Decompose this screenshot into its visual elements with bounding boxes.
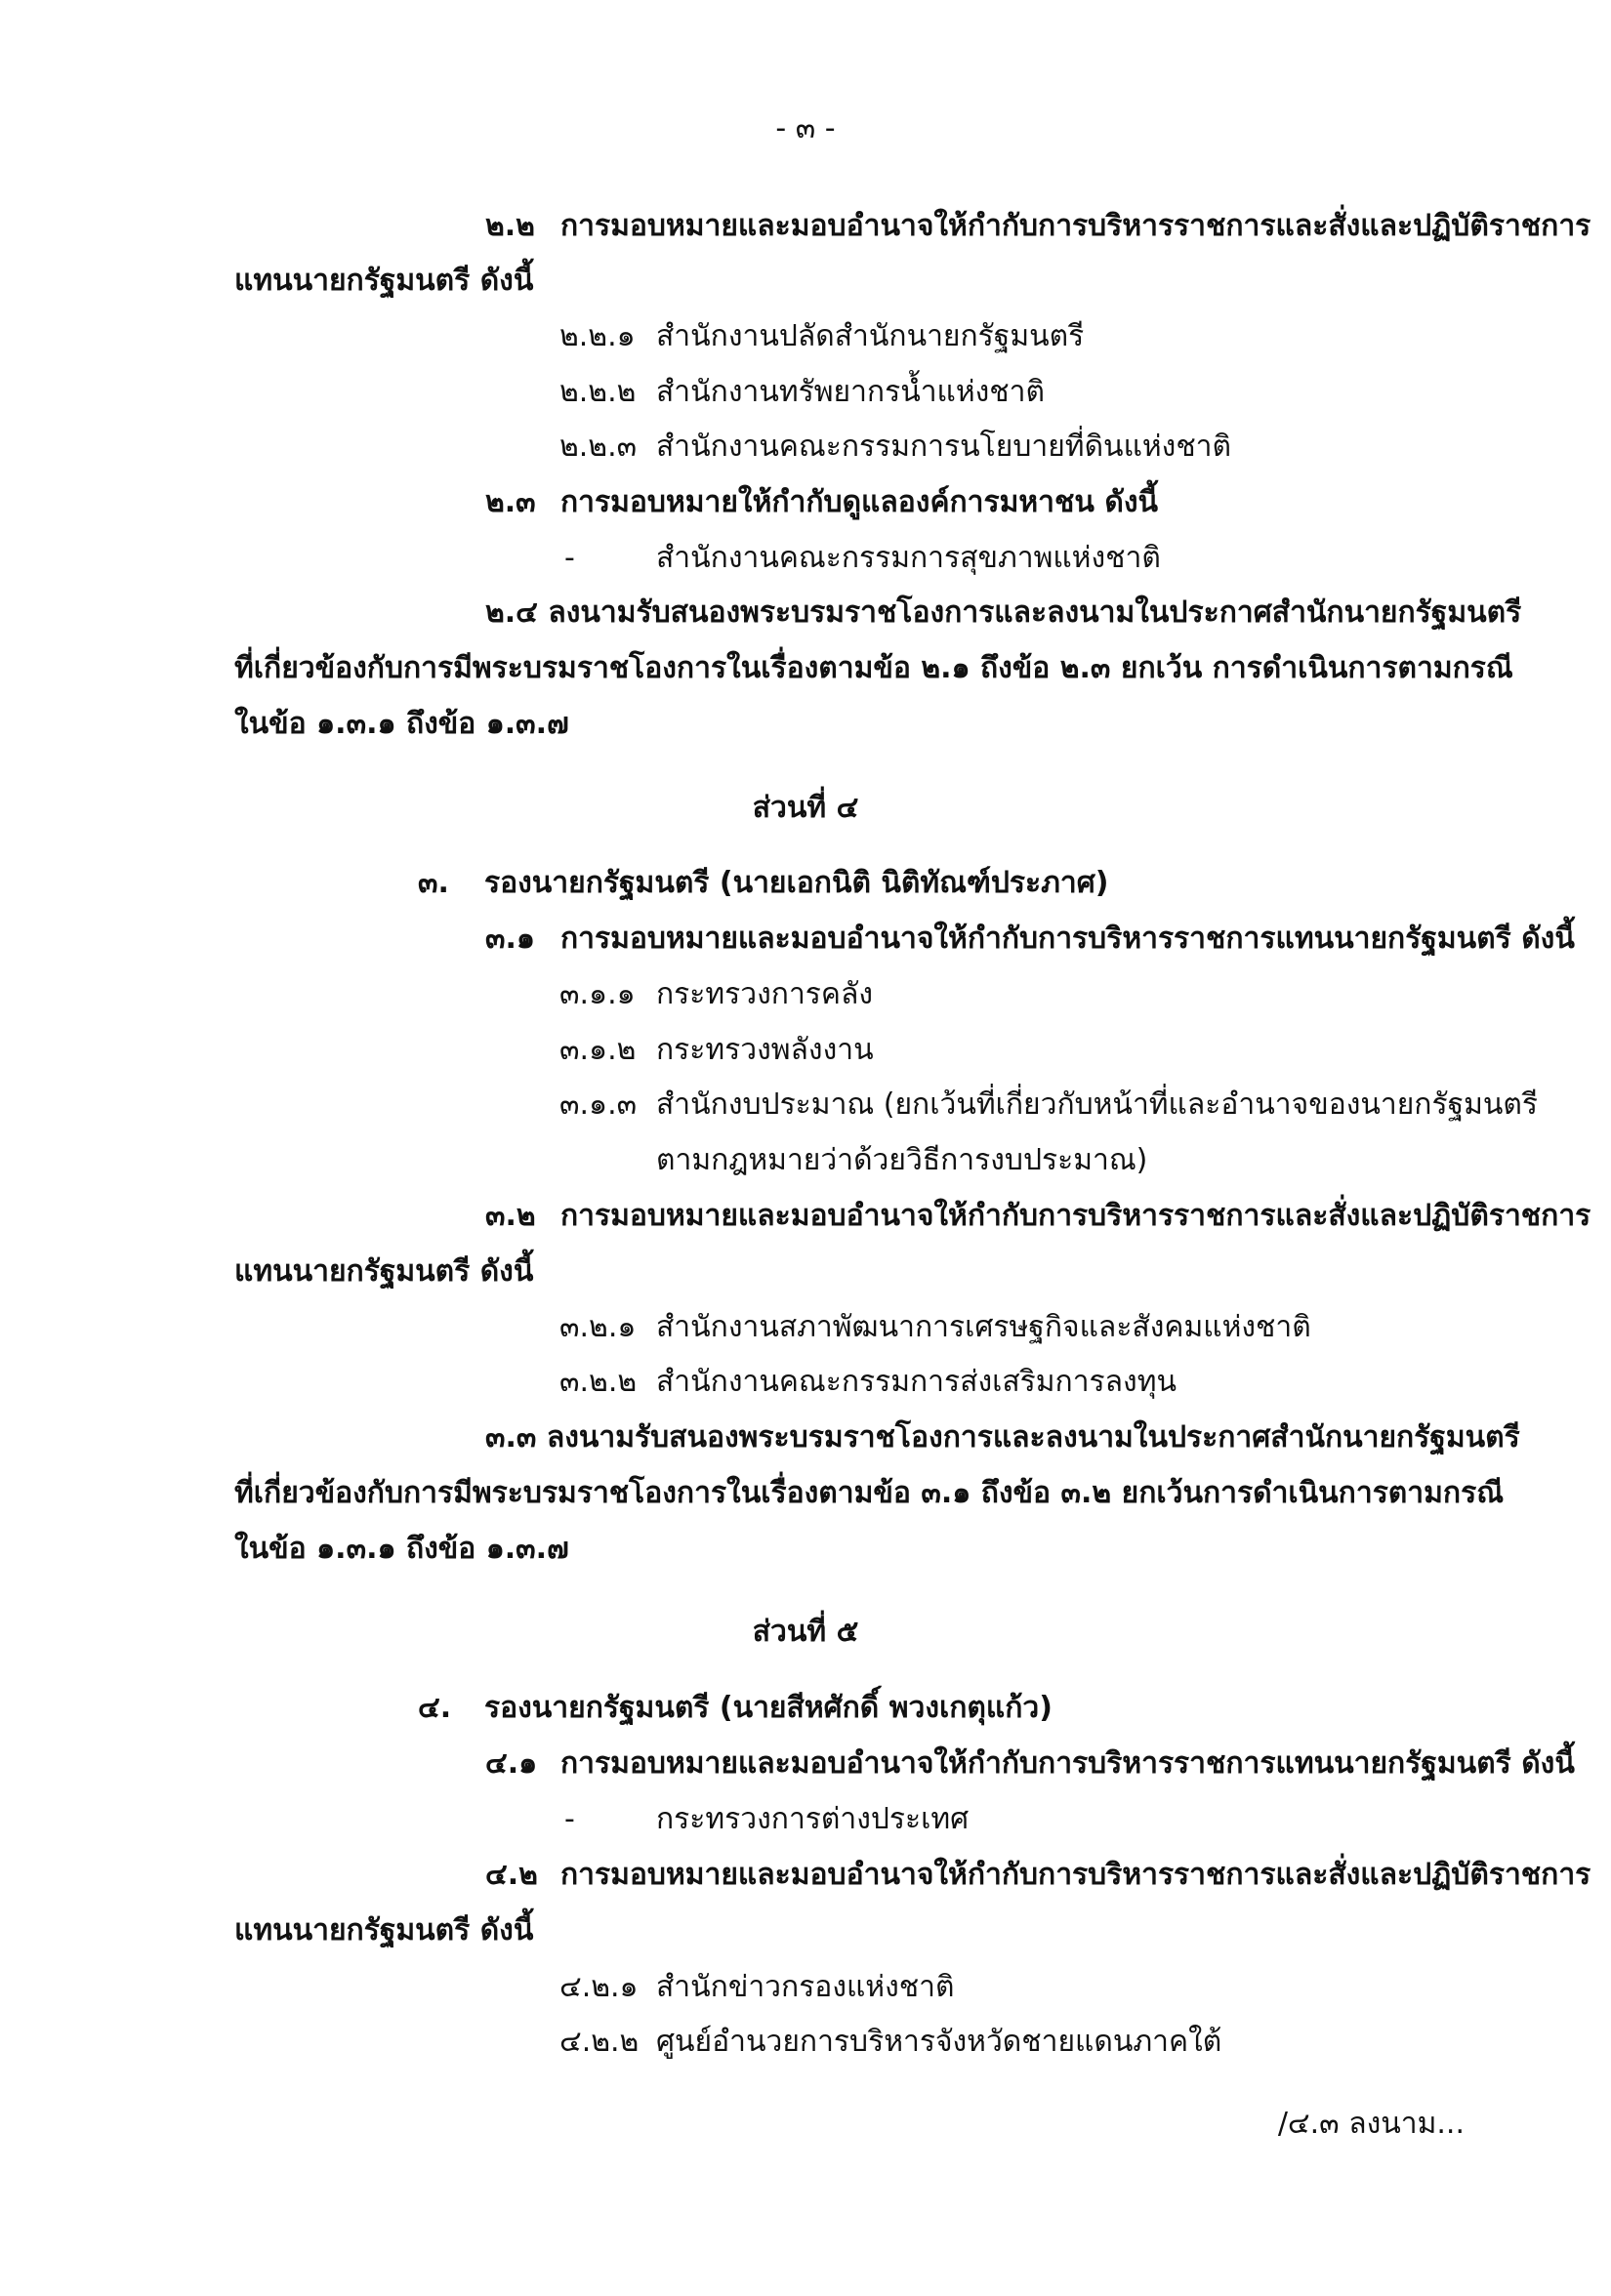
section-2-4-line-2: ที่เกี่ยวข้องกับการมีพระบรมราชโองการในเรื่องตามข้อ ๒.๑ ถึงข้อ ๒.๓ ยกเว้น การดำเนินการตามกรณี <box>234 651 1513 685</box>
item-4-1-text: กระทรวงการต่างประเทศ <box>656 1802 970 1836</box>
item-2-3-text: สำนักงานคณะกรรมการสุขภาพแห่งชาติ <box>656 541 1161 575</box>
page-number: - ๓ - <box>775 111 836 145</box>
section-3-3-line-1: ๓.๓ ลงนามรับสนองพระบรมราชโองการและลงนามในประกาศสำนักนายกรัฐมนตรี <box>485 1420 1520 1455</box>
item-3-2-2-number: ๓.๒.๒ <box>559 1365 638 1399</box>
item-2-2-1-text: สำนักงานปลัดสำนักนายกรัฐมนตรี <box>656 319 1085 353</box>
section-2-3-number: ๒.๓ <box>485 485 536 519</box>
item-2-2-3-text: สำนักงานคณะกรรมการนโยบายที่ดินแห่งชาติ <box>656 430 1232 464</box>
item-3-1-3-number: ๓.๑.๓ <box>559 1087 638 1122</box>
section-2-2-number: ๒.๒ <box>485 209 535 243</box>
item-3-2-1-number: ๓.๒.๑ <box>559 1310 637 1344</box>
section-3-1-text: การมอบหมายและมอบอำนาจให้กำกับการบริหารราชการแทนนายกรัฐมนตรี ดังนี้ <box>560 922 1575 956</box>
section-2-3-text: การมอบหมายให้กำกับดูแลองค์การมหาชน ดังนี้ <box>560 485 1158 519</box>
item-3-2-1-text: สำนักงานสภาพัฒนาการเศรษฐกิจและสังคมแห่งชาติ <box>656 1310 1311 1344</box>
section-3-1-number: ๓.๑ <box>485 922 535 956</box>
section-3-2-number: ๓.๒ <box>485 1199 536 1233</box>
item-3-1-2-text: กระทรวงพลังงาน <box>656 1033 874 1067</box>
section-4-1-number: ๔.๑ <box>485 1746 538 1781</box>
item-4-2-1-text: สำนักข่าวกรองแห่งชาติ <box>656 1970 955 2004</box>
item-4-1-dash: - <box>564 1802 575 1836</box>
item-2-2-2-number: ๒.๒.๒ <box>559 375 637 409</box>
section-4-number: ๔. <box>418 1691 452 1725</box>
item-4-2-1-number: ๔.๒.๑ <box>559 1970 639 2004</box>
item-2-2-2-text: สำนักงานทรัพยากรน้ำแห่งชาติ <box>656 375 1045 409</box>
section-2-4-line-1: ๒.๔ ลงนามรับสนองพระบรมราชโองการและลงนามในประกาศสำนักนายกรัฐมนตรี <box>485 595 1522 630</box>
section-4-2-continuation: แทนนายกรัฐมนตรี ดังนี้ <box>234 1913 534 1948</box>
section-4-text: รองนายกรัฐมนตรี (นายสีหศักดิ์ พวงเกตุแก้ว) <box>484 1691 1053 1725</box>
section-3-3-line-2: ที่เกี่ยวข้องกับการมีพระบรมราชโองการในเรื่องตามข้อ ๓.๑ ถึงข้อ ๓.๒ ยกเว้นการดำเนินการตามกรณี <box>234 1476 1505 1510</box>
section-3-3-line-3: ในข้อ ๑.๓.๑ ถึงข้อ ๑.๓.๗ <box>234 1532 569 1566</box>
item-2-2-3-number: ๒.๒.๓ <box>559 430 638 464</box>
section-2-2-text: การมอบหมายและมอบอำนาจให้กำกับการบริหารราชการและสั่งและปฏิบัติราชการ <box>560 209 1591 243</box>
item-4-2-2-number: ๔.๒.๒ <box>559 2025 640 2059</box>
item-3-1-1-number: ๓.๑.๑ <box>559 977 636 1011</box>
page-continuation-note: /๔.๓ ลงนาม... <box>1277 2107 1465 2141</box>
section-2-4-line-3: ในข้อ ๑.๓.๑ ถึงข้อ ๑.๓.๗ <box>234 707 569 741</box>
section-4-1-text: การมอบหมายและมอบอำนาจให้กำกับการบริหารราชการแทนนายกรัฐมนตรี ดังนี้ <box>560 1746 1575 1781</box>
part-5-heading: ส่วนที่ ๕ <box>752 1615 859 1649</box>
section-3-2-text: การมอบหมายและมอบอำนาจให้กำกับการบริหารราชการและสั่งและปฏิบัติราชการ <box>560 1199 1591 1233</box>
item-4-2-2-text: ศูนย์อำนวยการบริหารจังหวัดชายแดนภาคใต้ <box>656 2025 1222 2059</box>
section-4-2-text: การมอบหมายและมอบอำนาจให้กำกับการบริหารราชการและสั่งและปฏิบัติราชการ <box>560 1858 1591 1892</box>
part-4-heading: ส่วนที่ ๔ <box>752 791 859 825</box>
section-3-2-continuation: แทนนายกรัฐมนตรี ดังนี้ <box>234 1254 534 1289</box>
item-3-1-3-text: สำนักงบประมาณ (ยกเว้นที่เกี่ยวกับหน้าที่และอำนาจของนายกรัฐมนตรี <box>656 1087 1539 1122</box>
item-2-3-dash: - <box>564 541 575 575</box>
section-3-number: ๓. <box>418 866 449 900</box>
item-3-1-1-text: กระทรวงการคลัง <box>656 977 873 1011</box>
item-3-1-2-number: ๓.๑.๒ <box>559 1033 637 1067</box>
section-2-2-continuation: แทนนายกรัฐมนตรี ดังนี้ <box>234 264 534 298</box>
item-3-1-3-continuation: ตามกฎหมายว่าด้วยวิธีการงบประมาณ) <box>656 1143 1148 1177</box>
item-2-2-1-number: ๒.๒.๑ <box>559 319 636 353</box>
section-3-text: รองนายกรัฐมนตรี (นายเอกนิติ นิติทัณฑ์ประภาศ) <box>484 866 1109 900</box>
section-4-2-number: ๔.๒ <box>485 1858 538 1892</box>
item-3-2-2-text: สำนักงานคณะกรรมการส่งเสริมการลงทุน <box>656 1365 1177 1399</box>
